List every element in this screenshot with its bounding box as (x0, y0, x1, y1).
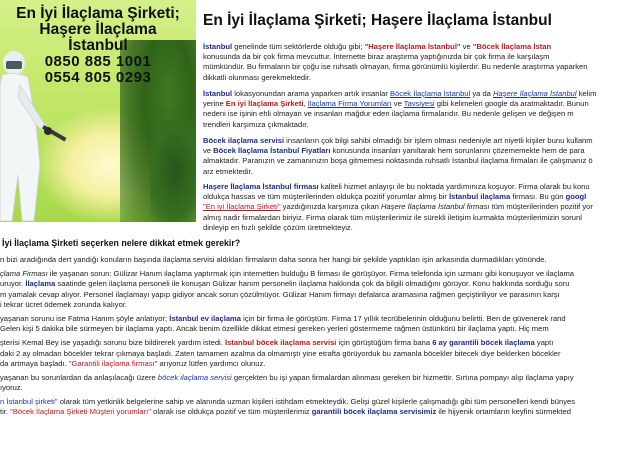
link[interactable]: Tavsiyesi (403, 99, 435, 109)
paragraph-line: yaşanan sorunu ise Fatma Hanım şöyle anlatıyor; İstanbul ev ilaçlama için bir firma ile görüştüm. Firma 17 yıllık tecrübelerinin olduğunu belirtti. Ben de güvenerek rand (0, 313, 566, 323)
banner-phone-2[interactable]: 0554 805 0293 (44, 69, 152, 86)
paragraph-line: m yamalak cevap alıyor. Personel ilaçlamayı yapıp gidiyor ancak sorun çözülmüyor. Gülizar Hanım firmayı defalarca aramasına rağmen geçiştiriliyor ve parasının karşı (0, 289, 560, 299)
paragraph-line: Gelen kişi 5 dakika bile sürmeyen bir ilaçlama yaptı. Ancak benim özellikle dikkat etmesi gereken yerleri göstermeme rağmen üstünkörü bir ilaçlama yaptı. Hiç mem (0, 324, 549, 334)
paragraph-line: mümkündür. Bu firmaların bir çoğu ise ruhsatlı olmayan, firma görünümlü kişilerdir. Bu nedenle araştırma yaparken (203, 62, 588, 72)
paragraph-line: trendleri karşımıza çıkmaktadır. (203, 119, 309, 129)
paragraph-line: uruyor. İlaçlama saatinde gelen ilaçlama personeli ile konuşan Gülizar hanım personelin ilaçlama hakkında çok da bilgili olmadığını görüyor. Konu hakkında sorduğu soru (0, 279, 570, 289)
paragraph-line: nedeni ise işinin ehli olmayan ve insanları mağdur eden ilaçlama firmalarıdır. Bu nedenle gelişen ve değişen m (203, 109, 574, 119)
paragraph-line: İstanbul lokasyonundan arama yaparken artık insanlar Böcek İlaçlama İstanbul ya da Haşere İlaçlama İstanbul kelim (203, 89, 597, 98)
page-title: En İyi İlaçlama Şirketi; Haşere İlaçlama İstanbul (203, 12, 552, 29)
paragraph-1 (203, 42, 638, 83)
banner-foliage-dark (150, 120, 196, 222)
paragraph-line: da artmaya başladı. "Garantili ilaçlama firması" arıyoruz lütfen yardımcı olunuz. (0, 358, 266, 368)
link[interactable]: Böcek İlaçlama İstanbul (390, 89, 471, 98)
paragraph-line: n İstanbul şirketi" olarak tüm yetkinlik belgelerine sahip ve alanında uzman kişileri istihdam etmekteydik. Gelişi güzel kişilerle çalışmadığı gibi tüm personelleri kendi bünyes (0, 397, 576, 407)
paragraph-line: yaşanan bu sorunlardan da anlaşılacağı üzere böcek ilaçlama servisi gerçekten bu işi yapan firmalardan alınması gereken bir hizmettir. Sırtına pompayı alıp ilaçlama yapıy (0, 372, 574, 382)
paragraph-line: ve Böcek İlaçlama İstanbul Fiyatları konusunda insanları yanıltarak hem sorunlarını çözememekte hem de para (203, 146, 585, 156)
paragraph-line: i tekrar ücret ödemek zorunda kalıyor. (0, 299, 128, 309)
paragraph-line: dinleyip en hızlı şekilde çözüm üretmekteyiz. (203, 222, 353, 232)
paragraph-2 (203, 89, 638, 130)
banner-text (0, 6, 196, 86)
ad-banner (0, 0, 196, 222)
banner-line-1: En İyi İlaçlama Şirketi; (16, 5, 180, 22)
paragraph-4 (203, 182, 638, 233)
paragraph-line: oldukça hassas ve tüm müşterilerinden oldukça pozitif yorumlar almış bir İstanbul ilaçlama firması. Bu gün googl (203, 192, 587, 202)
paragraph-line: tir. "Böcek İlaçlama Şirketi Müşteri yorumları" olarak ise oldukça pozitif ve tüm müşterilerimiz garantili böcek ilaçlama servisimiz ile hijyenik ortamların keyfini sürmekted (0, 407, 571, 417)
link[interactable]: Haşere İlaçlama İstanbul (493, 89, 577, 98)
bottom-text-block (0, 255, 638, 418)
paragraph-line: Böcek ilaçlama servisi insanların çok bilgi sahibi olmadığı bir işlem olması nedeniyle art niyetli kişiler bunu kullanm (203, 136, 593, 145)
paragraph-line: dikkatli olunması gerekmektedir. (203, 72, 312, 82)
paragraph-line: daki 2 ay olmadan böcekler tekrar çıkmaya başladı. Zaten tamamen azalma da olmamıştı yine etrafta görüyorduk bu zamanla böcekler bitecek diye beklerken böcekler (0, 348, 561, 358)
paragraph-line: n bizi aradığında dert yandığı konuların başında ilaçlama servisi aldıkları firmaların daha sonra her hangi bir şekilde yaptıkları işin arkasında durmadıkları yönünde. (0, 255, 547, 264)
paragraph-line: arz etmektedir. (203, 166, 253, 176)
paragraph-line: almaktadır. Paranızın ve zamanınızın boşa gitmemesi noktasında ruhsatlı İstanbul ilaçlama firmaları ile çalışmanız ö (203, 156, 593, 166)
paragraph-line: "En iyi İlaçlama Şirketi" yazdığınızda karşınıza çıkan Haşere İlaçlama İstanbul firması tüm müşterilerinden pozitif yor (203, 202, 593, 212)
paragraph-3 (203, 136, 638, 177)
paragraph-line: yerine En iyi İlaçlama Şirketi, İlaçlama Firma Yorumları ve Tavsiyesi gibi kelimeleri google da aratmaktadır. Bunun (203, 99, 589, 109)
paragraph-line: konusunda da bir çok firma mevcuttur. İnternette biraz araştırma yaptığınızda bir çok firma ile karşılaşm (203, 52, 550, 62)
link[interactable]: İlaçlama Firma Yorumları (307, 99, 392, 109)
paragraph-line: ıyoruz. (0, 383, 23, 393)
link[interactable]: "En iyi İlaçlama Şirketi" (203, 202, 281, 212)
paragraph-line: almış nadir firmalardan biriyiz. Firma olarak tüm müşterilerimiz ile sürekli iletişim kurmakta müşterilerimizin sorunl (203, 212, 582, 222)
section-heading: İyi İlaçlama Şirketi seçerken nelere dikkat etmek gerekir? (2, 238, 241, 248)
banner-phone-1[interactable]: 0850 885 1001 (44, 53, 152, 70)
paragraph-line: Haşere İlaçlama İstanbul firması kaliteli hizmet anlayışı ile bu noktada yardımınıza koşuyor. Firma olarak bu konu (203, 182, 590, 191)
paragraph-line: şterisi Kemal Bey ise yaşadığı sorunu bize bildirerek yardım istedi. İstanbul böcek ilaçlama servisi için görüştüğüm firma bana 6 ay garantili böcek ilaçlama yaptı (0, 338, 554, 348)
banner-line-3: İstanbul (68, 37, 128, 54)
paragraph-line: çlama Firması ile yaşanan sorun: Gülizar Hanım ilaçlama yaptırmak için internetten bulduğu B firması ile görüşüyor. Firma telefonda için uzmanı gibi konuşuyor ve ilaçlama (0, 269, 575, 279)
paragraph-line: İstanbul genelinde tüm sektörlerde olduğu gibi; "Haşere İlaçlama İstanbul" ve "Böcek İlaçlama İstan (203, 42, 552, 51)
banner-line-2: Haşere İlaçlama (39, 21, 157, 38)
